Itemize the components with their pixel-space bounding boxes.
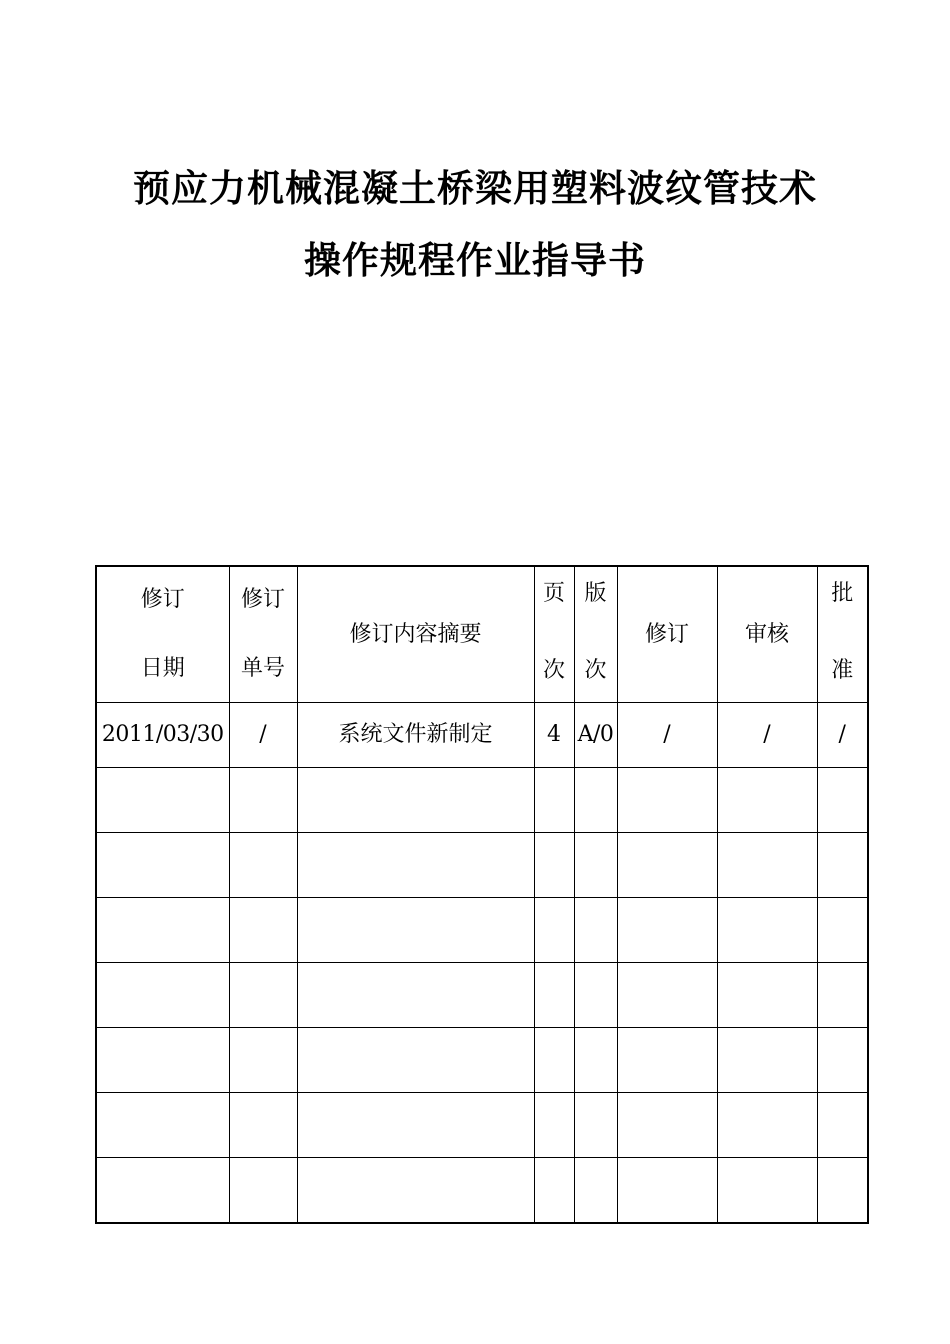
cell-order-no — [229, 768, 297, 833]
cell-revise: / — [617, 703, 717, 768]
cell-review — [717, 833, 817, 898]
cell-order-no — [229, 1093, 297, 1158]
cell-revise — [617, 963, 717, 1028]
cell-summary: 系统文件新制定 — [297, 703, 534, 768]
cell-order-no — [229, 833, 297, 898]
cell-review — [717, 1028, 817, 1093]
cell-version — [574, 768, 617, 833]
cell-version: A/0 — [574, 703, 617, 768]
header-order-no-line1: 修订 — [240, 587, 285, 612]
table-row — [96, 898, 868, 963]
header-page — [534, 566, 574, 703]
table-row — [96, 1158, 868, 1224]
cell-revise — [617, 1093, 717, 1158]
header-approve — [817, 566, 868, 703]
cell-summary — [297, 1158, 534, 1224]
cell-date — [96, 768, 229, 833]
header-revision-summary: 修订内容摘要 — [297, 566, 534, 703]
header-review: 审核 — [717, 566, 817, 703]
cell-date — [96, 898, 229, 963]
cell-order-no — [229, 1158, 297, 1224]
cell-order-no: / — [229, 703, 297, 768]
header-revision-date-line1: 修订 — [140, 587, 185, 612]
cell-date — [96, 833, 229, 898]
header-order-no-line2: 单号 — [240, 656, 285, 681]
cell-date — [96, 1093, 229, 1158]
table-row — [96, 1028, 868, 1093]
cell-date — [96, 1158, 229, 1224]
cell-page — [534, 1028, 574, 1093]
cell-approve — [817, 963, 868, 1028]
header-version-line2: 次 — [584, 658, 607, 683]
header-revise: 修订 — [617, 566, 717, 703]
cell-approve — [817, 898, 868, 963]
cell-revise — [617, 1158, 717, 1224]
cell-order-no — [229, 898, 297, 963]
cell-revise — [617, 898, 717, 963]
cell-review — [717, 1093, 817, 1158]
header-revision-date-line2: 日期 — [140, 656, 185, 681]
cell-approve — [817, 1028, 868, 1093]
cell-review — [717, 768, 817, 833]
cell-date: 2011/03/30 — [96, 703, 229, 768]
cell-revise — [617, 768, 717, 833]
cell-revise — [617, 1028, 717, 1093]
cell-approve — [817, 1158, 868, 1224]
revision-history-table — [95, 565, 869, 1224]
cell-version — [574, 1158, 617, 1224]
cell-summary — [297, 833, 534, 898]
header-version — [574, 566, 617, 703]
table-row — [96, 963, 868, 1028]
header-approve-line2: 准 — [831, 658, 854, 683]
cell-summary — [297, 963, 534, 1028]
cell-version — [574, 1028, 617, 1093]
cell-version — [574, 898, 617, 963]
cell-version — [574, 833, 617, 898]
table-row — [96, 768, 868, 833]
cell-review — [717, 963, 817, 1028]
cell-review — [717, 898, 817, 963]
cell-page: 4 — [534, 703, 574, 768]
header-version-line1: 版 — [584, 581, 607, 606]
cell-summary — [297, 768, 534, 833]
cell-approve — [817, 768, 868, 833]
header-page-line1: 页 — [542, 581, 565, 606]
cell-approve: / — [817, 703, 868, 768]
cell-summary — [297, 898, 534, 963]
cell-page — [534, 1093, 574, 1158]
cell-date — [96, 963, 229, 1028]
cell-approve — [817, 833, 868, 898]
header-approve-line1: 批 — [831, 581, 854, 606]
cell-revise — [617, 833, 717, 898]
cell-review: / — [717, 703, 817, 768]
header-revision-order-no — [229, 566, 297, 703]
table-header-row — [96, 566, 868, 703]
table-row — [96, 703, 868, 768]
table-row — [96, 1093, 868, 1158]
cell-summary — [297, 1028, 534, 1093]
cell-page — [534, 963, 574, 1028]
cell-order-no — [229, 963, 297, 1028]
cell-page — [534, 833, 574, 898]
cell-version — [574, 1093, 617, 1158]
header-revision-date — [96, 566, 229, 703]
cell-summary — [297, 1093, 534, 1158]
header-page-line2: 次 — [542, 658, 565, 683]
document-title-line-2: 操作规程作业指导书 — [304, 238, 646, 282]
cell-version — [574, 963, 617, 1028]
cell-page — [534, 1158, 574, 1224]
cell-page — [534, 768, 574, 833]
document-title-line-1: 预应力机械混凝土桥梁用塑料波纹管技术 — [133, 166, 817, 210]
table-row — [96, 833, 868, 898]
cell-review — [717, 1158, 817, 1224]
cell-approve — [817, 1093, 868, 1158]
cell-date — [96, 1028, 229, 1093]
cell-page — [534, 898, 574, 963]
cell-order-no — [229, 1028, 297, 1093]
